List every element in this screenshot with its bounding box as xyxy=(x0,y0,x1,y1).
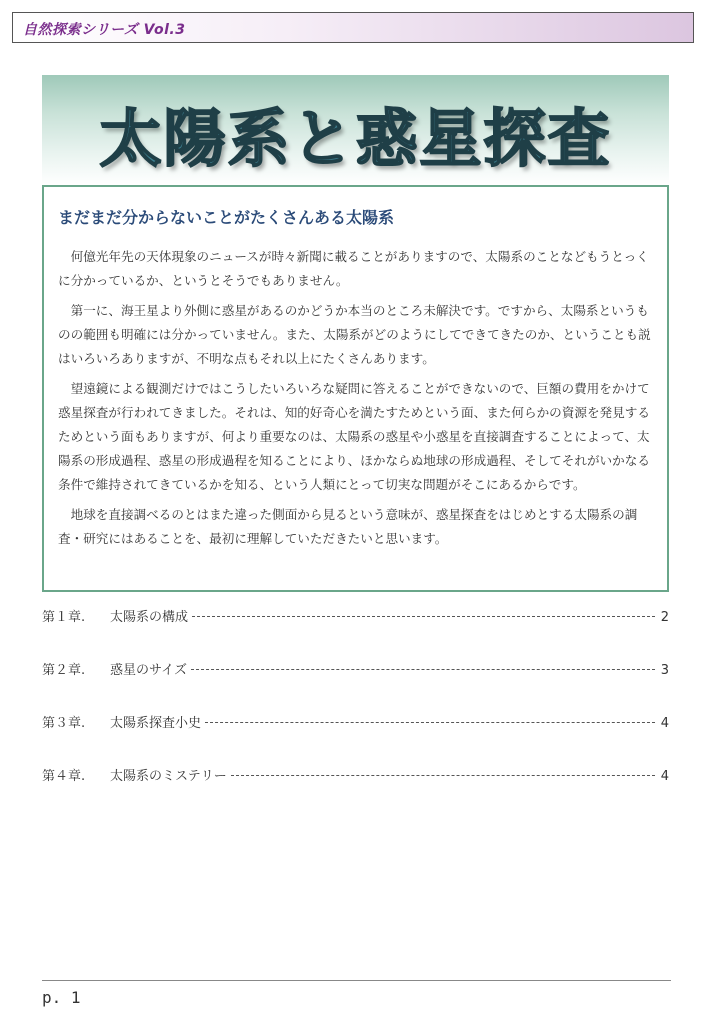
table-of-contents xyxy=(42,606,669,818)
toc-chapter-title: 太陽系の構成 xyxy=(110,610,189,625)
title-banner xyxy=(42,75,669,185)
intro-heading: まだまだ分からないことがたくさんある太陽系 xyxy=(58,208,395,227)
toc-chapter-number: 第２章. xyxy=(42,663,86,678)
series-label: 自然探索シリーズ Vol.3 xyxy=(23,22,186,38)
toc-leader xyxy=(205,722,655,723)
intro-paragraph: 何億光年先の天体現象のニュースが時々新聞に載ることがありますので、太陽系のことなどもうとっくに分かっているか、というとそうでもありません。 xyxy=(58,249,649,288)
toc-page-number: 2 xyxy=(660,610,669,625)
toc-leader xyxy=(231,775,655,776)
toc-entry[interactable] xyxy=(42,606,669,659)
toc-entry[interactable] xyxy=(42,765,669,818)
toc-page-number: 3 xyxy=(660,663,669,678)
toc-chapter-number: 第１章. xyxy=(42,610,86,625)
intro-paragraph: 地球を直接調べるのとはまた違った側面から見るという意味が、惑星探査をはじめとする太陽系の調査・研究にはあることを、最初に理解していただきたいと思います。 xyxy=(58,507,638,546)
toc-entry[interactable] xyxy=(42,712,669,765)
intro-paragraph: 第一に、海王星より外側に惑星があるのかどうか本当のところ未解決です。ですから、太陽系というものの範囲も明確には分かっていません。また、太陽系がどのようにしてできてきたのか、ということも説はいろいろありますが、不明な点もそれ以上にたくさんあります。 xyxy=(58,303,651,366)
toc-chapter-title: 惑星のサイズ xyxy=(110,663,187,678)
toc-entry[interactable] xyxy=(42,659,669,712)
footer-divider xyxy=(42,980,671,981)
intro-box xyxy=(42,185,669,592)
series-header xyxy=(12,12,694,43)
document-title: 太陽系と惑星探査 xyxy=(99,102,612,175)
toc-chapter-title: 太陽系探査小史 xyxy=(110,716,202,731)
toc-page-number: 4 xyxy=(660,769,669,784)
toc-leader xyxy=(191,669,655,670)
page-number: p. 1 xyxy=(42,988,81,1007)
toc-chapter-number: 第３章. xyxy=(42,716,86,731)
toc-leader xyxy=(192,616,655,617)
intro-body xyxy=(58,245,654,557)
toc-chapter-title: 太陽系のミステリー xyxy=(110,769,227,784)
toc-page-number: 4 xyxy=(660,716,669,731)
intro-paragraph: 望遠鏡による観測だけではこうしたいろいろな疑問に答えることができないので、巨額の費用をかけて惑星探査が行われてきました。それは、知的好奇心を満たすためという面、また何らかの資源を発見するためという面もありますが、何より重要なのは、太陽系の惑星や小惑星を直接調査することによって、太陽系の形成過程、惑星の形成過程を知ることにより、ほかならぬ地球の形成過程、そしてそれがいかなる条件で維持されてきているかを知る、という人類にとって切実な問題がそこにあるからです。 xyxy=(58,381,650,492)
toc-chapter-number: 第４章. xyxy=(42,769,86,784)
